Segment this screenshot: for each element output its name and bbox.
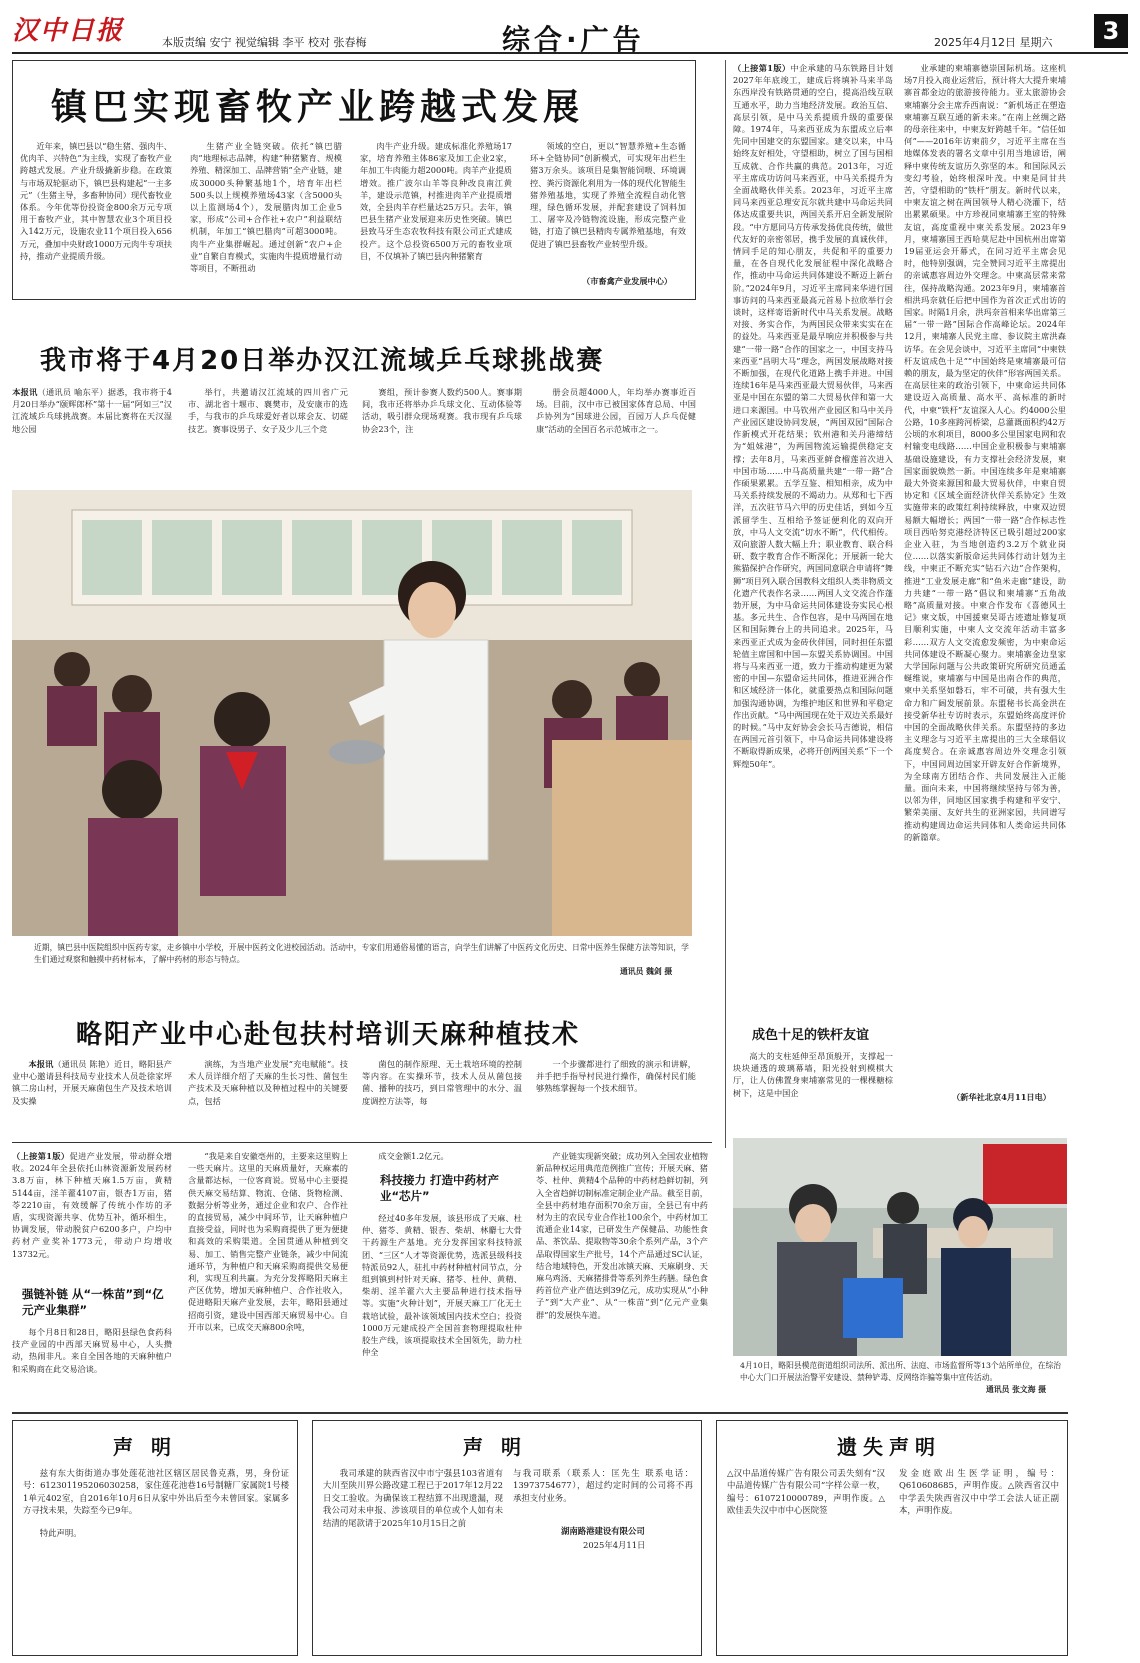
- notice-date: 2025年4月11日: [583, 1540, 646, 1550]
- article-column: 肉牛产业升级。建成标准化养殖场17家，培育养殖主体86家及加工企业2家，年加工牛肉能力超2000吨。肉羊产业提质增效。推广波尔山羊等良种改良南江黄羊，建设示范镇，村推进肉羊产业提质增效，全县肉羊存栏量达25万只。去年，镇巴县生猪产业发展迎来历史性突破。镇巴县致马牙生态农牧科技有限公司正式建成投产。这个总投资6500万元的畜牧业项目，不仅填补了镇巴县内种猪繁育: [360, 141, 512, 261]
- notice-body: 与我司联系（联系人：匡先生 联系电话：13973754677），超过约定时间的公司将不再承担支付业务。: [513, 1468, 693, 1503]
- article-column: [12, 386, 172, 476]
- notice-title: 声明: [113, 1435, 189, 1459]
- editor-credits: 本版责编 安宁 视觉编辑 李平 校对 张春梅: [162, 36, 367, 49]
- article-column: 每个月8日和28日，略阳县绿色食药科技产业园的中西部天麻贸易中心，人头攒动，热闹非凡。来自全国各地的天麻种植户和采购商在此交易洽谈。: [12, 1327, 172, 1374]
- article-column: 产业链实现新突破；成功列入全国农业植物新品种权运用典范范例推广宣传；开展天麻、猪苓、杜仲、黄精4个品种的中药材趋鲜切制，列入全省趋鲜切制标准定制企业产品。截至目前，全县中药材地存面积70余万亩，全县已有中药材为主的农民专业合作社100余个，中药材加工流通企业14家，已研发生产保健品、功能性食品、茶饮品、提取物等30余个系列产品，3个产品取得国家生产批号，14个产品通过SC认证，结合地域特色，开发出冰镇天麻、天麻刷身、天麻乌鸡汤、天麻猪排骨等系列养生药膳。绿色食药首位产业产值达到39亿元，成功实现从“小种子”到“大产业”、从“一株苗”到“亿元产业集群”的发展快车道。: [536, 1151, 708, 1320]
- subheading: 强链补链 从“一株苗”到“亿元产业集群”: [22, 1287, 164, 1317]
- lead-label: 本报讯: [28, 1059, 54, 1069]
- continued-label: （上接第1版）: [733, 63, 791, 73]
- newspaper-logo: 汉中日报: [12, 16, 125, 46]
- divider: [12, 1412, 1068, 1414]
- notice-footer: 特此声明。: [39, 1528, 82, 1538]
- street-campaign-photo-illustration: [733, 1138, 1067, 1356]
- divider: [12, 1142, 712, 1143]
- column-text: 促进产业发展，带动群众增收。2024年全县依托山林资源新发展药材3.8万亩，林下种植天麻1.5万亩，黄精5144亩，淫羊藿4107亩，银杏1万亩，猪苓2210亩，有效缓解了传统小作坊的矛盾，实现资源共享、优势互补，循环相生，协调发展，带动脱贫户6200多户，户均中药材产业奖补1773元，带动户均增收13732元。: [12, 1151, 172, 1259]
- article-column: [12, 1150, 172, 1280]
- photo-credit: 通讯员 张文海 摄: [986, 1385, 1047, 1394]
- notice-missing-person: [12, 1420, 298, 1656]
- column-divider: [725, 60, 726, 1148]
- issue-date: 2025年4月12日 星期六: [934, 36, 1053, 49]
- article-column: “我是来自安徽亳州的，主要来这里购上一些天麻片。这里的天麻质量好，天麻素的含量都达标，一位客商说。贸易中心主要提供天麻交易结算、物流、仓储、货物检测、数据分析等业务，通过企业和农户、合作社的直接贸易，减少中间环节，让天麻种植户直接受益，同时也为采购商提供了更为便捷和高效的采购渠道。全国贯通从种植到交易、加工、销售完整产业链条，减少中间流通环节，为种植户和天麻采购商提供交易便利，实现互利共赢。为充分发挥略阳天麻主产区优势，增加天麻种植户、合作社收入，促进略阳天麻产业发展，去年，略阳县通过招商引资，建设中国西部天麻贸易中心。自开市以来，已成交天麻800余吨，: [188, 1151, 348, 1332]
- notice-title: 声明: [463, 1435, 539, 1459]
- article-column: 高大的支柱延伸至昂顶般开，支撑起一块块通透的玻璃幕墙，阳光投射到模棋大厅，让人仿佛置身柬埔寨常见的一棵棵糖棕树下，这是中国企: [733, 1051, 893, 1098]
- article-column: 一个步骤都进行了细致的演示和讲解，并手把手指导村民进行操作，确保村民们能够熟练掌握每一个技术细节。: [536, 1059, 696, 1094]
- article-column: 菌包的制作原理、无土栽培环境的控制等内容。在实操环节，技术人员从菌包接菌、播种的技巧，到日常管理中的水分、温度调控方法等，每: [362, 1059, 522, 1106]
- notice-lost-items: [716, 1420, 1068, 1656]
- article-title: 略阳产业中心赴包扶村培训天麻种植技术: [76, 1020, 581, 1050]
- column-text: 中企承建的马东铁路目计划2027年年底竣工，建成后将填补马来半岛东西岸没有铁路贯通的空白，提高沿线互联互通水平，助力当地经济发展。政治互信、高层引领，是中马关系提质升级的重要保障。1974年，马来西亚成为东盟成立后率先同中国建交的东盟国家。建交以来，中马始终友好相处，守望相助，树立了国与国相互成就、合作共赢的典范。2013年，习近平主席成功访问马来西亚，中马关系提升为全面战略伙伴关系。2023年，习近平主席同马来西亚总理安瓦尔就共建中马命运共同体达成重要共识，两国关系开启全新发展阶段。“中方愿同马方传承发扬优良传统，做世代友好的亲密邻居，携手发展的真诚伙伴，情同手足的知心朋友，共促和平的重要力量，在各自现代化发展征程中深化战略合作，推动中马命运共同体建设不断迈上新台阶。”2024年9月，习近平主席同来华进行国事访问的马来西亚最高元首易卜拉欣举行会谈时，这样寄语新时代中马关系发展。战略对接、务实合作，为两国民众带来实实在在的益处。马来西亚是最早响应并积极参与共建“一带一路”合作的国家之一，中国支持马来西亚“昌明大马”理念，两国发展战略对接不断加强，在现代化道路上携手并进。中国连续16年是马来西亚最大贸易伙伴，马来西亚是中国在东盟的第二大贸易伙伴和第一大进口来源国。中马钦州产业园区和马中关丹产业园区建设协同发展，“两国双园”国际合作新模式开花结果；钦州港和关丹港缔结为“姐妹港”，为两国物流运输提供稳定支撑；去年8月，马来西亚鲜食榴莲首次进入中国市场……中马高质量共建“一带一路”合作硕果累累。五学互鉴、相知相亲，成为中马关系持续发展的不竭动力。从郑和七下西洋，五次驻节马六甲的历史佳话，到如今互派留学生、互相给予签证便利化的双向开放，中马人文交流“切水不断”，代代相传。双向旅游人数大幅上升；职业教育、联合科研、数字教育合作不断深化；开展新一轮大熊猫保护合作研究，两国同意联合申请将“舞狮”项目列入联合国教科文组织人类非物质文化遗产代表作名录……两国人文交流合作蓬勃开展，为中马命运共同体建设夯实民心根基。多元共生、合作包容，是中马两国在地区和国际舞台上的共同追求。2025年，马来西亚正式成为金砖伙伴国，同时担任东盟轮值主席国和中国—东盟关系协调国。中国将与马来西亚一道，致力于推动构建更为紧密的中国—东盟命运共同体，推进亚洲合作和区域经济一体化，就重要热点和国际问题加强沟通协调，为维护地区和世界和平稳定作出贡献。“马中两国现在处于双边关系最好的时候。”马中友好协会会长马吉德说，相信在两国元首引领下，中马命运共同体建设将不断取得新成果，必将开创两国关系“下一个辉煌50年”。: [733, 63, 893, 769]
- notice-settlement: [312, 1420, 702, 1656]
- lead-label: 本报讯: [12, 387, 38, 397]
- photo-street-campaign: [733, 1138, 1067, 1356]
- photo-caption: 4月10日，略阳县模范街道组织司法所、派出所、法庭、市场监督所等13个站所单位，在综治中心大门口开展法治警平安建设、禁种铲毒、反网络诈骗等集中宣传活动。: [740, 1361, 1062, 1382]
- article-column: 经过40多年发展，该县形成了天麻、杜仲、猪苓、黄精、银杏、柴胡、林麝七大骨干药源生产基地。充分发挥国家科技特派团、“三区”人才等资源优势，选派县级科技特派员92人，驻扎中药材种植村同节点，分组到镇到村针对天麻、猪苓、杜仲、黄精、柴胡、淫羊藿六大主要品种进行技术指导等。实施“火种计划”，开展天麻工厂化无土栽培试验，最补该领域国内技术空白；投资1000万元建成投产全国首套物理提取杜仲胶生产线，该项提取技术全国领先，助力杜仲全: [362, 1213, 522, 1358]
- article-column: 册会员超4000人，年均举办赛事近百场。目前，汉中市已被国家体育总局、中国乒协列为“国球进公园，百园万人乒乓促健康”活动的全国百名示范城市之一。: [536, 387, 696, 434]
- classroom-photo-illustration: [12, 490, 692, 936]
- article-column: 成交金额1.2亿元。: [378, 1151, 449, 1161]
- notice-body: 兹有东大街街道办事处莲花池社区辖区居民鲁克燕，男，身份证号：612301195206030258，家住莲花池巷16号制糖厂家属院1号楼1单元402室，自2016年10月6日从家中外出后至今未曾回家。家属多方寻找未果，失踪至今已9年。: [23, 1468, 289, 1516]
- article-column: 业承建的柬埔寨德崇国际机场。这座机场7月投入商业运营后，预计将大大提升柬埔寨首都金边的旅游接待能力。亚太旅游协会柬埔寨分会主席乔西南说：“新机场正在塑造柬埔寨互联互通的新未来。”在南上丝绸之路的母亲往来中，中柬友好跨越千年。“信任如何”——2016年访柬前夕，习近平主席在当地媒体发表的署名文章中引用当地谚语，阐释中柬传统友谊历久弥坚的本。和国际风云变幻考验，始终根深叶茂。中柬是同甘共苦，守望相助的“铁杆”朋友。新时代以来，中柬友谊之树在两国领导人精心浇灌下，结出累累硕果。中方珍视同柬埔寨王室的特殊友谊，高度重视中柬关系发展。2023年9月，柬埔寨国王西哈莫尼赴中国杭州出席第19届亚运会开幕式，在同习近平主席会见时，他特别强调，完全赞同习近平主席提出的亲诚惠容周边外交理念。中柬高层常来常往，保持战略沟通。2023年9月，柬埔寨首相洪玛奈就任后把中国作为首次正式出访的国家。时隔1月余，洪玛奈首相来华出席第三届“一带一路”国际合作高峰论坛。2024年12月，柬埔寨人民党主席、参议院主席洪森访华。在会见会谈中，习近平主席同“中柬铁杆友谊成色十足”“中国始终是柬埔寨最可信赖的朋友，最为坚定的伙伴”形容两国关系。在高层往来的政治引领下，中柬命运共同体建设迈入高质量、高水平、高标准的新时代，中柬“铁杆”友谊深入人心。约4000公里公路，10多座跨河桥梁，总灌溉面积约42万公顷的水利项目，8000多公里国家电网和农村输变电线路……中国企业积极参与柬埔寨基础设施建设，有力支撑社会经济发展，柬国家面貌焕然一新。中国连续多年是柬埔寨最大外资来源国和最大贸易伙伴，中柬自贸协定和《区域全面经济伙伴关系协定》生效实施带来的政策红利持续释放，中柬双边贸易额大幅增长；两国“一带一路”合作标志性项目西哈努克港经济特区已吸引超过200家企业入驻，为当地创造约3.2万个就业岗位……以落实新版命运共同体行动计划为主线，中柬正不断充实“钻石六边”合作架构，推进“工业发展走廊”和“鱼米走廊”建设，助力共建“一带一路”倡议和柬埔寨“五角战略”高质量对接。中柬合作发布《喜德风土记》柬文版，中国援柬吴哥古迹遗址修复项目顺利实施，中柬人文交流年活动丰富多彩……双方人文交流愈发频密，为中柬命运共同体建设不断凝心聚力。柬埔寨金边皇家大学国际问题与公共政策研究所研究员通孟蜒维说，柬埔寨与中国是出南合作的典范，柬中关系坚如磐石，牢不可破，共有强大生命力和广阔发展前景。东盟秘书长高金洪在接受新华社专访时表示，东盟始终高度评价中国的全面战略伙伴关系。东盟坚持的多边主义理念与习近平主席提出的三大全球倡议高度契合。在亲诚惠容周边外交理念引领下，中国同周边国家开辟友好合作新境界，为全球南方团结合作、共同发展注入正能量。面向未来，中国将继续坚持与邻为善，以邻为伴，同地区国家携手构建和平安宁、繁荣美丽、友好共生的亚洲家园，共同谱写推动构建周边命运共同体和人类命运共同体的新篇章。: [904, 63, 1066, 842]
- article-column: 领域的空白，更以“智慧养殖+生态循环+全链协同”创新模式，可实现年出栏生猪3万余头。该项目是集智能饲喂、环境调控、粪污资源化利用为一体的现代化智能生猪养殖基地，实现了养殖全流程自动化管理，绿色循环发展，并配套建设了饲料加工、屠宰及冷链物流设施，形成完整产业链，打造了镇巴县精肉专属养殖基地，有效促进了镇巴县畜牧产业转型升级。: [530, 141, 686, 249]
- notice-body: 发金庭欧出生医学证明，编号：Q610608685，声明作废。△陕西省汉中中学丢失陕西省汉中中学工会法人证正副本，声明作废。: [899, 1468, 1059, 1516]
- article-column: 赛组，预计参赛人数约500人。赛事期间，我市还将举办乒乓球文化、互动体验等活动，吸引群众现场观赛。我市现有乒乓球协会23个，注: [362, 387, 522, 434]
- notice-signer: 湖南路港建设有限公司: [561, 1526, 645, 1536]
- photo-tcm-class: [12, 490, 692, 936]
- section-title: 综合·广告: [502, 23, 645, 56]
- column-text: 近日，略阳县产业中心邀请县科技局专业技术人员赴徐家坪镇二房山村，开展天麻菌包生产及技术培训及实操: [12, 1059, 172, 1106]
- notice-body: 我司承建的陕西省汉中市宁强县103省道有大川至陕川界公路改建工程已于2017年12月22日交工验收。为确保该工程结算不出现遗漏，现我公司对未申报、涉该项目的单位或个人如有未结清的尾款请于2025年10月15日之前: [323, 1468, 503, 1528]
- article-column: 近年来，镇巴县以“稳生猪、强肉牛、优肉羊、兴特色”为主线，实现了畜牧产业跨越式发展。产业升级撬新步稳。在政策与市场双轮驱动下，镇巴县构建起“一主多元”（生猪主导，多畜种协同）现代畜牧业体系。今年优等份投资金800余万元专项用于畜牧产业，其中智慧农业3个项目投入142万元，设施农业11个项目投入656万元，叠加中央财政1000万元肉牛专项扶持，推动产业提质升级。: [20, 141, 172, 261]
- column-text: 据悉，我市将于4月20日举办“颐辉郎杯”第十一届“阿如三”汉江流域乒乓球挑战赛。本届比赛将在天汉湿地公园: [12, 387, 172, 434]
- subheading: 成色十足的铁杆友谊: [752, 1028, 870, 1043]
- page-number: 3: [1094, 14, 1128, 48]
- photo-credit: 通讯员 魏剑 摄: [620, 967, 673, 976]
- continued-label: （上接第1版）: [12, 1151, 70, 1161]
- article-source: （新华社北京4月11日电）: [952, 1092, 1051, 1102]
- article-column: 生猪产业全链突破。依托“镇巴腊肉”地理标志品牌，构建“种猪繁育、规模养殖、精深加工、品牌营销”全产业链，建成30000头种繁基地1个，培育年出栏500头以上规模养殖场43家（含5000头以上监测场4个），发展腊肉加工企业5家，形成“公司+合作社+农户”利益联结机制，年加工“镇巴腊肉”可超3000吨。肉牛产业集群崛起。通过创新“农户+企业”自繁自育模式，实施肉牛提质增量行动等项目，不断扭动: [190, 141, 342, 274]
- photo-caption: 近期，镇巴县中医院组织中医药专家，走乡镇中小学校，开展中医药文化进校园活动。活动中，专家们用通俗易懂的语言，向学生们讲解了中医药文化历史、日常中医养生保健方法等知识，学生们通过观察和触摸中药材标本，了解中药材的形态与特点。: [34, 943, 689, 964]
- article-column: [12, 1058, 172, 1134]
- subheading: 科技接力 打造中药材产业“芯片”: [380, 1173, 500, 1203]
- notice-title: 遗失声明: [837, 1435, 941, 1459]
- notice-body: △汉中品道传媒广告有限公司丢失刻有“汉中品道传媒广告有限公司”字样公章一枚，编号：6107210000789，声明作废。△欧佳丢失汉中市中心医院签: [727, 1468, 885, 1516]
- article-column: 举行，共邀请汉江流域的四川省广元市、湖北省十堰市、襄樊市，及安康市的选手，与我市的乒乓球爱好者以球会友、切磋技艺。赛事设男子、女子及少儿三个竞: [188, 387, 348, 434]
- article-column: [733, 62, 893, 1020]
- byline: （通讯员 喻东平）: [37, 387, 108, 397]
- article-column: 演练，为当地产业发展“充电赋能”。技术人员详细介绍了天麻的生长习性、菌包生产技术及天麻种植以及种植过程中的关键要点，包括: [188, 1059, 348, 1106]
- article-title: 镇巴实现畜牧产业跨越式发展: [51, 87, 585, 128]
- article-title: 我市将于4月20日举办汉江流域乒乓球挑战赛: [40, 346, 605, 376]
- article-source: （市畜禽产业发展中心）: [582, 276, 673, 286]
- byline: （通讯员 陈艳）: [53, 1059, 115, 1069]
- masthead: [12, 8, 1128, 54]
